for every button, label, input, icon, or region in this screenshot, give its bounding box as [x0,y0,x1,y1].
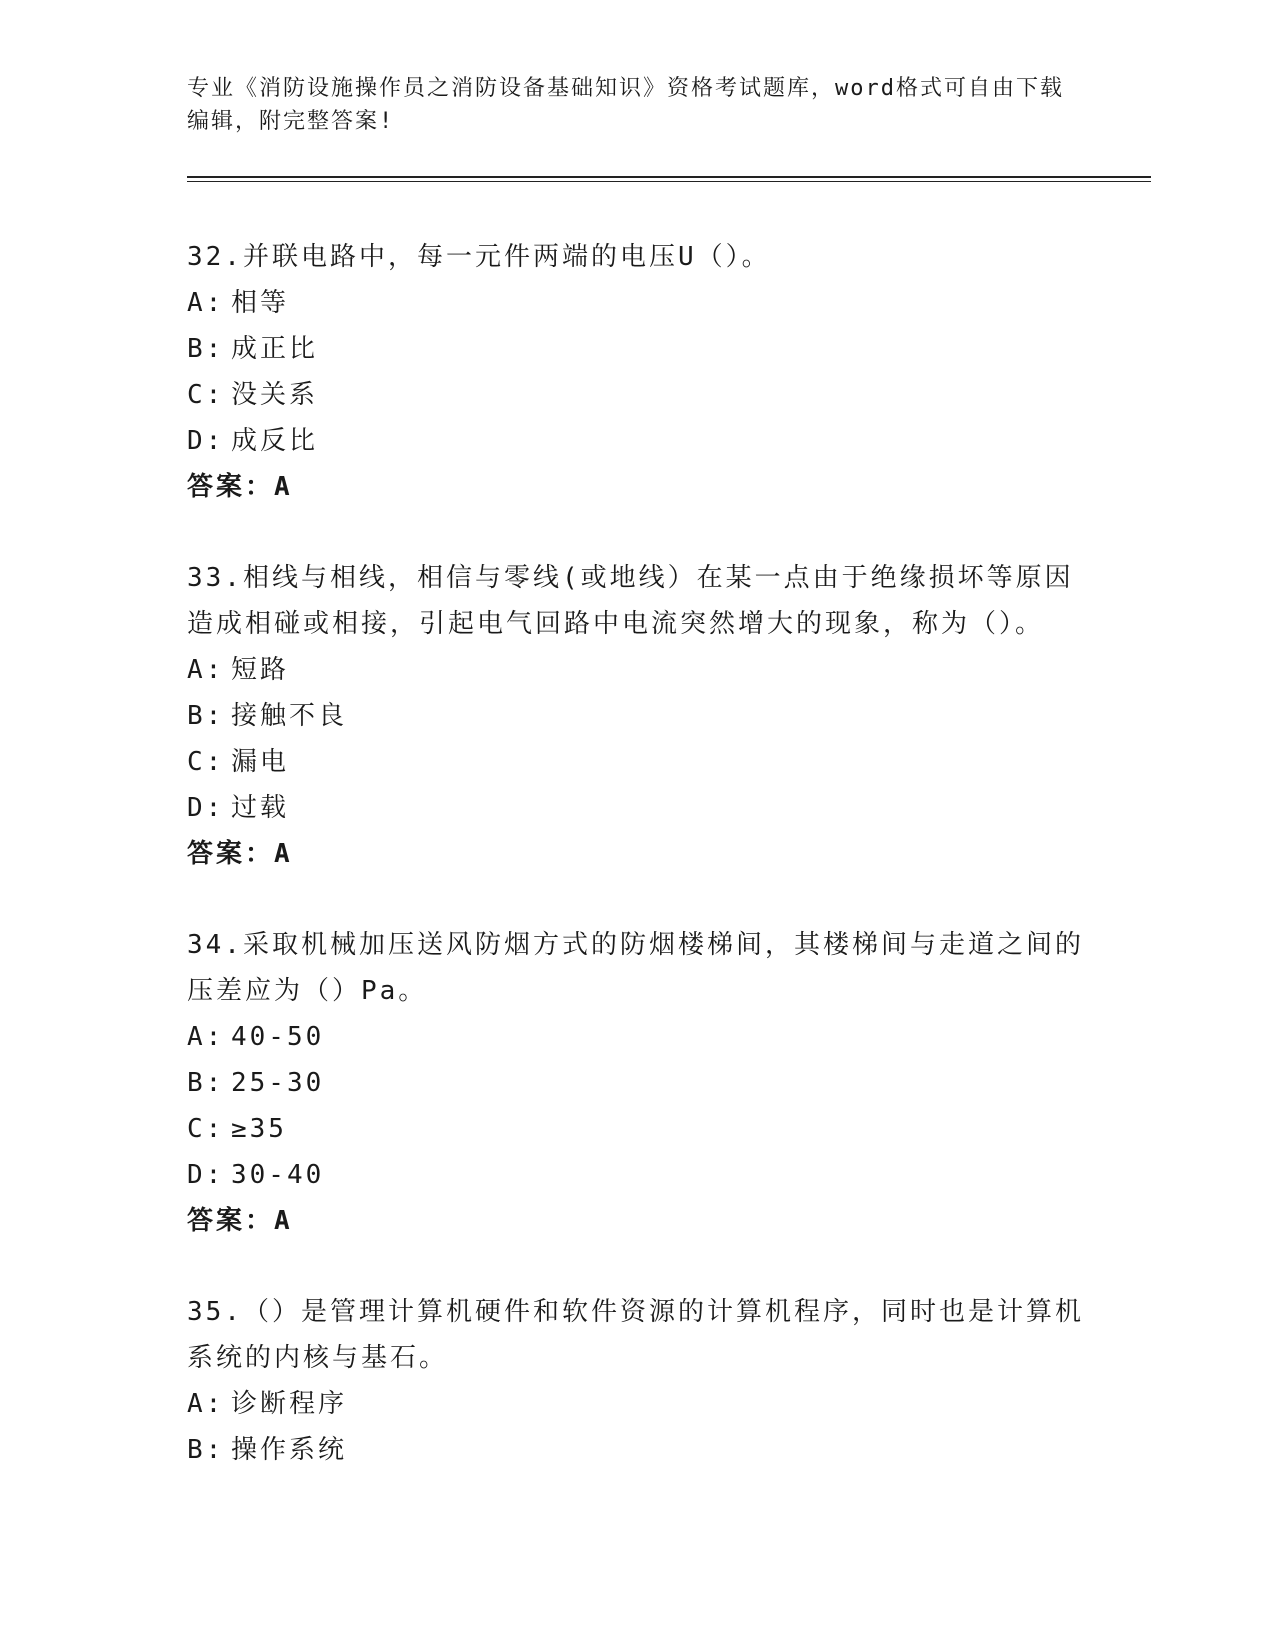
option-text: 诊断程序 [231,1389,348,1419]
option-letter: B: [187,334,225,364]
question-list [187,234,1087,1518]
answer-line: 答案：A [187,839,293,869]
answer-line: 答案：A [187,472,293,502]
option-text: 成正比 [231,334,319,364]
option-letter: A: [187,288,225,318]
option-letter: C: [187,747,225,777]
option-a [187,280,1087,326]
option-c [187,1106,1087,1152]
option-text: 相等 [231,288,290,318]
question-text: 35.（）是管理计算机硬件和软件资源的计算机程序，同时也是计算机系统的内核与基石。 [187,1297,1084,1373]
option-a [187,1014,1087,1060]
option-a [187,647,1087,693]
header-divider [187,176,1151,182]
option-letter: D: [187,793,225,823]
option-b [187,1427,1087,1473]
question-text: 33.相线与相线，相信与零线(或地线）在某一点由于绝缘损坏等原因造成相碰或相接，引起电气回路中电流突然增大的现象，称为（）。 [187,563,1074,639]
option-letter: A: [187,1022,225,1052]
option-letter: C: [187,1114,225,1144]
answer-line: 答案：A [187,1206,293,1236]
option-a [187,1381,1087,1427]
option-text: 30-40 [231,1160,325,1190]
question-34 [187,922,1087,1244]
option-d [187,418,1087,464]
option-text: 25-30 [231,1068,325,1098]
option-b [187,326,1087,372]
question-35 [187,1289,1087,1473]
option-letter: D: [187,426,225,456]
option-b [187,693,1087,739]
option-text: 漏电 [231,747,290,777]
option-text: 40-50 [231,1022,325,1052]
option-text: 接触不良 [231,701,348,731]
option-text: ≥35 [231,1114,287,1144]
question-text: 34.采取机械加压送风防烟方式的防烟楼梯间，其楼梯间与走道之间的压差应为（）Pa。 [187,930,1084,1006]
option-c [187,372,1087,418]
option-c [187,739,1087,785]
option-d [187,785,1087,831]
option-letter: A: [187,1389,225,1419]
question-text: 32.并联电路中，每一元件两端的电压U（）。 [187,242,771,272]
option-text: 操作系统 [231,1435,348,1465]
option-letter: D: [187,1160,225,1190]
question-32 [187,234,1087,510]
option-text: 过载 [231,793,290,823]
option-b [187,1060,1087,1106]
document-header: 专业《消防设施操作员之消防设备基础知识》资格考试题库，word格式可自由下载编辑，附完整答案! [187,76,1064,134]
option-letter: C: [187,380,225,410]
option-letter: B: [187,701,225,731]
option-text: 短路 [231,655,290,685]
option-letter: B: [187,1435,225,1465]
question-33 [187,555,1087,877]
option-text: 没关系 [231,380,319,410]
option-text: 成反比 [231,426,319,456]
option-letter: B: [187,1068,225,1098]
option-d [187,1152,1087,1198]
option-letter: A: [187,655,225,685]
